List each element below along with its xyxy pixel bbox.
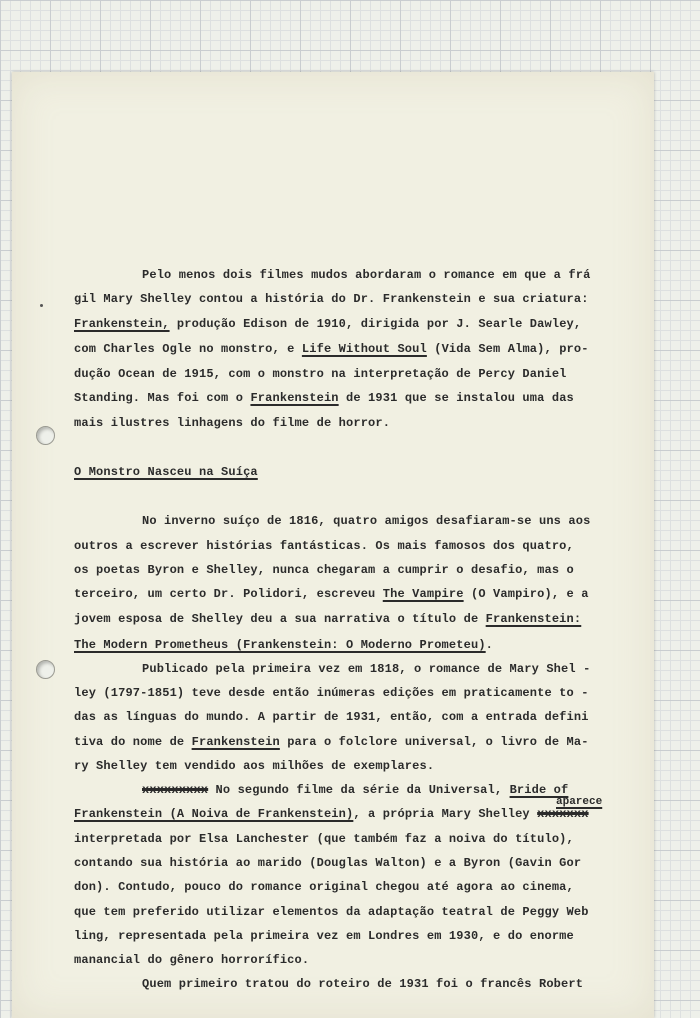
handwritten-insertion: aparece [556, 796, 603, 808]
text-line: Standing. Mas foi com o Frankenstein de 1931 que se instalou uma das [74, 391, 574, 405]
text-line: Pelo menos dois filmes mudos abordaram o romance em que a frá [142, 268, 591, 282]
section-heading: O Monstro Nasceu na Suíça [74, 465, 258, 479]
text-line: The Modern Prometheus (Frankenstein: O Moderno Prometeu). [74, 638, 494, 652]
film-title: Frankenstein [191, 735, 280, 749]
text-line: dução Ocean de 1915, com o monstro na interpretação de Percy Daniel [74, 367, 567, 381]
film-title: Frankenstein [250, 391, 339, 405]
punch-hole-top [36, 426, 55, 445]
text-line: ling, representada pela primeira vez em Londres em 1930, e do enorme [74, 929, 574, 943]
text-line: com Charles Ogle no monstro, e Life Without Soul (Vida Sem Alma), pro- [74, 342, 589, 356]
text-line: os poetas Byron e Shelley, nunca chegaram a cumprir o desafio, mas o [74, 563, 574, 577]
ink-dot [40, 304, 43, 307]
text-line: manancial do gênero horrorífico. [74, 953, 310, 967]
text-line: Publicado pela primeira vez em 1818, o romance de Mary Shel - [142, 662, 591, 676]
text-line: tiva do nome de Frankenstein para o folclore universal, o livro de Ma- [74, 735, 589, 749]
text-line: das as línguas do mundo. A partir de 1931, então, com a entrada defini [74, 710, 589, 724]
text-line: Frankenstein, produção Edison de 1910, dirigida por J. Searle Dawley, [74, 317, 582, 331]
text-line: que tem preferido utilizar elementos da adaptação teatral de Peggy Web [74, 905, 589, 919]
text-line: outros a escrever histórias fantásticas. Os mais famosos dos quatro, [74, 539, 574, 553]
text-line: contando sua história ao marido (Douglas Walton) e a Byron (Gavin Gor [74, 856, 582, 870]
text-line: ry Shelley tem vendido aos milhões de exemplares. [74, 759, 435, 773]
text-line: gil Mary Shelley contou a história do Dr. Frankenstein e sua criatura: [74, 292, 589, 306]
punch-hole-bottom [36, 660, 55, 679]
text-line: terceiro, um certo Dr. Polidori, escreveu The Vampire (O Vampiro), e a [74, 587, 589, 601]
text-line: xxxxxxxxx No segundo filme da série da Universal, Bride of [142, 783, 569, 797]
book-title: The Vampire [382, 587, 464, 601]
text-line: ley (1797-1851) teve desde então inúmeras edições em praticamente to - [74, 686, 589, 700]
typewritten-page [12, 72, 654, 1018]
text-line: don). Contudo, pouco do romance original chegou até agora ao cinema, [74, 880, 574, 894]
film-title: Frankenstein (A Noiva de Frankenstein) [74, 807, 354, 821]
text-line: interpretada por Elsa Lanchester (que também faz a noiva do título), [74, 832, 574, 846]
film-title: Life Without Soul [301, 342, 427, 356]
text-line: mais ilustres linhagens do filme de horror. [74, 416, 391, 430]
text-line: Quem primeiro tratou do roteiro de 1931 foi o francês Robert [142, 977, 584, 991]
struck-out-text: xxxxxxxxx [142, 783, 209, 797]
text-line: Frankenstein (A Noiva de Frankenstein), a própria Mary Shelley xxxxxxx [74, 807, 589, 821]
text-line: No inverno suíço de 1816, quatro amigos desafiaram-se uns aos [142, 514, 591, 528]
struck-out-text: xxxxxxx [537, 807, 589, 821]
book-title: Frankenstein: [485, 612, 582, 626]
film-title: Bride of [509, 783, 569, 797]
text-line: jovem esposa de Shelley deu a sua narrativa o título de Frankenstein: [74, 612, 582, 626]
film-title: Frankenstein, [74, 317, 170, 331]
book-title: The Modern Prometheus (Frankenstein: O Moderno Prometeu) [74, 638, 486, 652]
